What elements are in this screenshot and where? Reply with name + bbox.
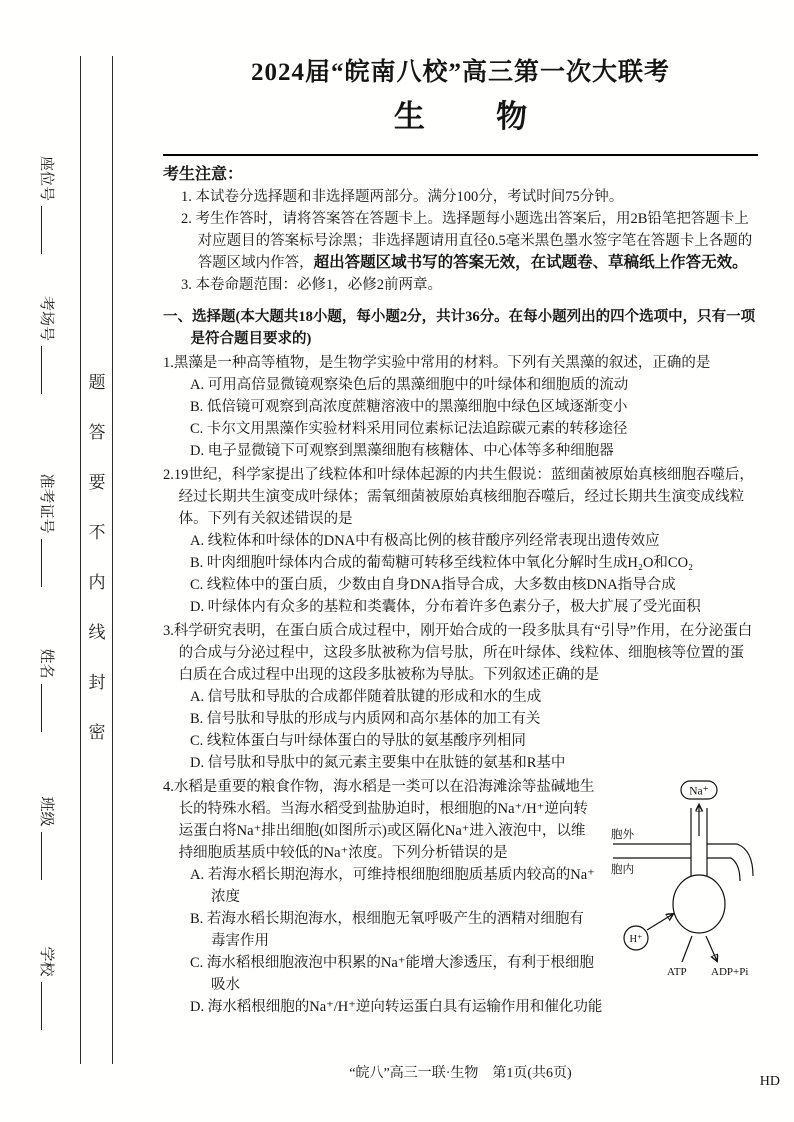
question-stem-text: 水稻是重要的粮食作物，海水稻是一类可以在沿海滩涂等盐碱地生长的特殊水稻。当海水稻受到盐胁迫时，根细胞的Na⁺/H⁺逆向转运蛋白将Na⁺排出细胞(如图所示)或区隔化Na⁺进入液泡中，以维持细胞质基质中较低的Na⁺浓度。下列分析错误的是 — [173, 779, 595, 861]
question-4-option-c: C. 海水稻根细胞液泡中积累的Na⁺能增大渗透压，有利于根细胞吸水 — [190, 955, 594, 993]
question-3-option-d: D. 信号肽和导肽中的氮元素主要集中在肽链的氨基和R基中 — [190, 755, 566, 771]
question-4 — [163, 776, 758, 1018]
seal-text-char: 答 — [88, 423, 106, 442]
section-heading-multiple-choice: 一、选择题(本大题共18小题，每小题2分，共计36分。在每小题列出的四个选项中，只有一项是符合题目要求的) — [163, 309, 756, 347]
adp-arrow — [706, 936, 717, 961]
question-4-option-b: B. 若海水稻长期泡海水，根细胞无氧呼吸产生的酒精对细胞有毒害作用 — [190, 911, 584, 949]
question-2-option-c: C. 线粒体中的蛋白质，少数由自身DNA指导合成，大多数由核DNA指导合成 — [190, 577, 676, 593]
fill-in-blank — [41, 346, 55, 394]
question-1-option-d: D. 电子显微镜下可观察到黑藻细胞有核糖体、中心体等多种细胞器 — [190, 443, 614, 459]
question-stem-text: 黑藻是一种高等植物，是生物学实验中常用的材料。下列有关黑藻的叙述，正确的是 — [173, 355, 711, 371]
question-3-option-c: C. 线粒体蛋白与叶绿体蛋白的导肽的氨基酸序列相同 — [190, 733, 526, 749]
seal-field-school — [35, 913, 61, 1063]
seal-field-label: 班级 — [38, 796, 55, 827]
question-number: 3. — [163, 623, 174, 639]
notice-item-2-emphasis: 超出答题区域书写的答案无效，在试题卷、草稿纸上作答无效。 — [313, 254, 748, 271]
notice-item-2-text: 2. 考生作答时，请将答案答在答题卡上。选择题每小题选出答案后，用2B铅笔把答题卡上对应题目的答案标号涂黑；非选择题请用直径0.5毫米黑色墨水签字笔在答题卡上各题的答题区域内作答， — [181, 211, 753, 271]
question-stem-text: 科学研究表明，在蛋白质合成过程中，刚开始合成的一段多肽具有“引导”作用，在分泌蛋白的合成与分泌过程中，这段多肽被称为信号肽，所在叶绿体、线粒体、细胞核等位置的蛋白质在合成过程中出现的这段多肽被称为导肽。下列叙述正确的是 — [173, 623, 753, 683]
seal-text-char: 封 — [88, 673, 106, 692]
extracellular-label: 胞外 — [611, 829, 634, 841]
membrane-inner-right — [707, 858, 740, 881]
question-1-option-b: B. 低倍镜可观察到高浓度蔗糖溶液中的黑藻细胞中绿色区域逐渐变小 — [190, 399, 628, 415]
seal-text-char: 线 — [88, 623, 106, 642]
seal-text-char: 密 — [88, 723, 106, 742]
exam-subject: 生物 — [393, 99, 599, 134]
seal-text-column — [87, 368, 107, 743]
notice-label: 考生注意： — [163, 166, 244, 183]
seal-field-label: 准考证号 — [38, 473, 55, 534]
sodium-ion-label: Na⁺ — [689, 785, 709, 798]
question-3 — [163, 620, 758, 774]
notice-item-2 — [181, 208, 758, 274]
proton-label: H⁺ — [629, 934, 643, 945]
antiporter-protein — [673, 875, 725, 933]
seal-field-class — [35, 763, 61, 913]
seal-field-admission-number — [35, 455, 61, 605]
seal-text-char: 要 — [88, 473, 106, 492]
page-footer: “皖八”高三一联·生物 第1页(共6页) — [349, 1066, 572, 1081]
atp-line — [682, 936, 692, 962]
fill-in-blank — [41, 982, 55, 1030]
notice-item-3: 3. 本卷命题范围：必修1，必修2前两章。 — [181, 277, 442, 293]
atp-label: ATP — [667, 966, 687, 978]
proton-entry-arrow — [647, 914, 673, 930]
seal-text-char: 不 — [88, 523, 106, 542]
question-1-option-c: C. 卡尔文用黑藻作实验材料采用同位素标记法追踪碳元素的转移途径 — [190, 421, 628, 437]
fill-in-blank — [41, 684, 55, 732]
seal-field-label: 考场号 — [38, 295, 55, 341]
fill-in-blank — [41, 539, 55, 587]
seal-text-char: 内 — [88, 573, 106, 592]
question-number: 1. — [163, 355, 174, 371]
question-4-option-d: D. 海水稻根细胞的Na⁺/H⁺逆向转运蛋白具有运输作用和催化功能 — [190, 999, 603, 1015]
header-divider — [163, 154, 758, 156]
question-2-option-d: D. 叶绿体内有众多的基粒和类囊体，分布着许多色素分子，极大扩展了受光面积 — [190, 599, 701, 615]
footer-code: HD — [759, 1074, 780, 1089]
question-2 — [163, 464, 758, 618]
question-4-option-a: A. 若海水稻长期泡海水，可维持根细胞细胞质基质内较高的Na⁺浓度 — [190, 867, 595, 905]
membrane-outer-right — [707, 844, 753, 876]
main-content — [163, 0, 758, 1018]
adp-label: ADP+Pi — [711, 966, 749, 978]
seal-text-char: 题 — [88, 373, 106, 392]
question-number: 2. — [163, 467, 174, 483]
question-3-option-a: A. 信号肽和导肽的合成都伴随着肽键的形成和水的生成 — [190, 689, 542, 705]
exam-title: 2024届“皖南八校”高三第一次大联考 — [250, 59, 670, 86]
question-3-option-b: B. 信号肽和导肽的形成与内质网和高尔基体的加工有关 — [190, 711, 541, 727]
question-2-option-a: A. 线粒体和叶绿体的DNA中有极高比例的核苷酸序列经常表现出遗传效应 — [190, 533, 660, 549]
intracellular-label: 胞内 — [611, 864, 634, 876]
seal-field-label: 学校 — [38, 946, 55, 977]
seal-line-left — [80, 56, 81, 1064]
seal-field-exam-room — [35, 270, 61, 420]
seal-line-right — [112, 56, 113, 1064]
question-stem-text: 19世纪，科学家提出了线粒体和叶绿体起源的内共生假说：蓝细菌被原始真核细胞吞噬后，经过长期共生演变成叶绿体；需氧细菌被原始真核细胞吞噬后，经过长期共生演变成线粒体。下列有关叙述错误的是 — [173, 467, 754, 527]
seal-field-seat-number — [35, 130, 61, 280]
seal-field-label: 姓名 — [38, 648, 55, 679]
seal-field-name — [35, 615, 61, 765]
question-1-option-a: A. 可用高倍显微镜观察染色后的黑藻细胞中的叶绿体和细胞质的流动 — [190, 377, 629, 393]
question-stem — [163, 620, 758, 686]
seal-field-label: 座位号 — [38, 155, 55, 201]
membrane-transport-figure — [606, 778, 758, 990]
notice-item-1: 1. 本试卷分选择题和非选择题两部分。满分100分，考试时间75分钟。 — [181, 189, 624, 205]
notice-items — [181, 186, 758, 296]
question-number: 4. — [163, 779, 174, 795]
fill-in-blank — [41, 832, 55, 880]
question-2-option-b: B. 叶肉细胞叶绿体内合成的葡萄糖可转移至线粒体中氧化分解时生成H₂O和CO₂ — [190, 555, 694, 571]
fill-in-blank — [41, 206, 55, 254]
candidate-notice — [163, 164, 758, 296]
question-stem — [163, 464, 758, 530]
question-stem — [163, 352, 758, 374]
question-1 — [163, 352, 758, 462]
